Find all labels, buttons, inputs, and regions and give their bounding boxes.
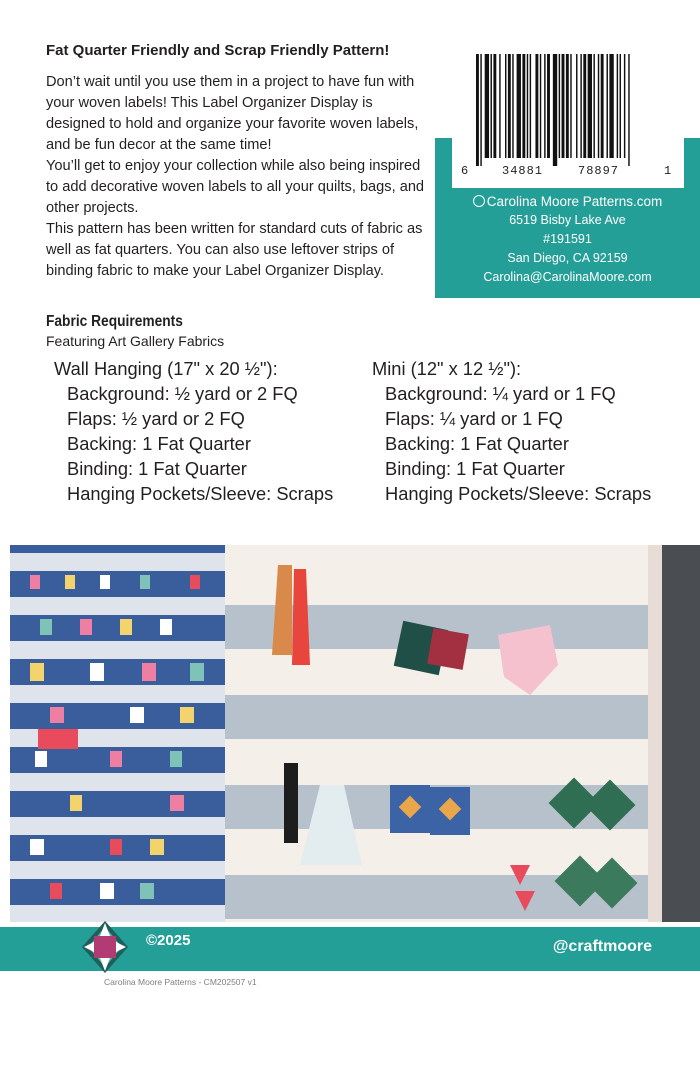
page-heading: Fat Quarter Friendly and Scrap Friendly Pattern!: [46, 42, 390, 59]
barcode-bar: [491, 54, 492, 158]
intro-paragraph: Don’t wait until you use them in a project to have fun with your woven labels! This Label Organizer Display is designed to hold and organize your favorite woven labels, and be fun decor at the same time!: [46, 74, 419, 153]
requirement-item: Backing: 1 Fat Quarter: [67, 433, 251, 454]
barcode: [452, 40, 684, 188]
requirement-item: Background: ¼ yard or 1 FQ: [385, 383, 616, 404]
barcode-bar: [562, 54, 565, 158]
fabric-requirements-title: Fabric Requirements: [46, 313, 183, 330]
product-photo-illustration: [10, 545, 700, 922]
requirement-item: Binding: 1 Fat Quarter: [385, 458, 565, 479]
barcode-digit: 34881: [502, 164, 544, 178]
barcode-bar: [583, 54, 586, 158]
barcode-bar: [576, 54, 577, 158]
publisher-city: San Diego, CA 92159: [507, 251, 628, 265]
barcode-bar: [588, 54, 592, 158]
barcode-bar: [544, 54, 545, 158]
mini-requirements: [372, 356, 651, 506]
publisher-address: [435, 192, 700, 287]
wall-hanging-requirements: [54, 356, 333, 506]
barcode-bar: [476, 54, 479, 166]
barcode-bar: [485, 54, 489, 158]
barcode-bar: [535, 54, 538, 158]
barcode-bar: [601, 54, 604, 158]
barcode-panel: [435, 40, 700, 298]
barcode-digit: 1: [664, 164, 672, 178]
copyright: ©2025: [146, 932, 191, 949]
brand-knot-icon: [473, 195, 485, 207]
publisher-email: Carolina@CarolinaMoore.com: [483, 270, 652, 284]
barcode-bar: [517, 54, 521, 158]
barcode-bar: [617, 54, 618, 158]
barcode-bar: [527, 54, 528, 158]
barcode-bar: [593, 54, 594, 158]
fabric-requirements-subtitle: Featuring Art Gallery Fabrics: [46, 333, 225, 349]
requirement-item: Flaps: ½ yard or 2 FQ: [67, 408, 245, 429]
product-photo: [10, 545, 700, 922]
barcode-digit: 78897: [578, 164, 620, 178]
publisher-unit: #191591: [543, 232, 592, 246]
requirement-item: Backing: 1 Fat Quarter: [385, 433, 569, 454]
barcode-bar: [620, 54, 621, 158]
publisher-brand-text: Carolina Moore Patterns.com: [486, 194, 663, 209]
barcode-bar: [553, 54, 557, 166]
intro-paragraph: This pattern has been written for standard cuts of fabric as well as fat quarters. You can also use leftover strips of binding fabric to make your Label Organizer Display.: [46, 221, 423, 279]
publisher-street: 6519 Bisby Lake Ave: [509, 213, 626, 227]
barcode-bar: [512, 54, 513, 158]
barcode-bar: [540, 54, 541, 158]
barcode-bar: [499, 54, 500, 158]
barcode-bar: [609, 54, 613, 158]
barcode-bar: [547, 54, 550, 158]
requirement-item: Hanging Pockets/Sleeve: Scraps: [385, 483, 652, 504]
barcode-bar: [522, 54, 525, 158]
requirement-item: Flaps: ¼ yard or 1 FQ: [385, 408, 563, 429]
social-handle: @craftmoore: [552, 938, 652, 955]
barcode-bar: [628, 54, 629, 166]
wall-hanging-title: Wall Hanging (17" x 20 ½"):: [54, 358, 278, 379]
barcode-bar: [580, 54, 581, 158]
barcode-bar: [624, 54, 625, 158]
mini-title: Mini (12" x 12 ½"):: [372, 358, 522, 379]
barcode-digit: 6: [461, 164, 469, 178]
barcode-bar: [493, 54, 496, 158]
barcode-bar: [598, 54, 599, 158]
barcode-bar: [530, 54, 531, 158]
requirement-item: Hanging Pockets/Sleeve: Scraps: [67, 483, 334, 504]
barcode-bar: [508, 54, 511, 158]
publisher-brand: [435, 192, 700, 211]
barcode-bar: [505, 54, 506, 158]
intro-paragraph: You’ll get to enjoy your collection while also being inspired to add decorative woven labels to all your quilts, bags, and other projects.: [46, 158, 425, 216]
quilt-star-logo-icon: [82, 921, 128, 973]
intro-text: [46, 72, 428, 282]
barcode-bars: [452, 54, 684, 166]
requirement-item: Background: ½ yard or 2 FQ: [67, 383, 298, 404]
barcode-bar: [607, 54, 608, 158]
requirement-item: Binding: 1 Fat Quarter: [67, 458, 247, 479]
barcode-bar: [566, 54, 569, 158]
barcode-bar: [559, 54, 560, 158]
barcode-bar: [480, 54, 481, 166]
barcode-bar: [570, 54, 571, 158]
pattern-credits: Carolina Moore Patterns - CM202507 v1: [104, 977, 257, 987]
